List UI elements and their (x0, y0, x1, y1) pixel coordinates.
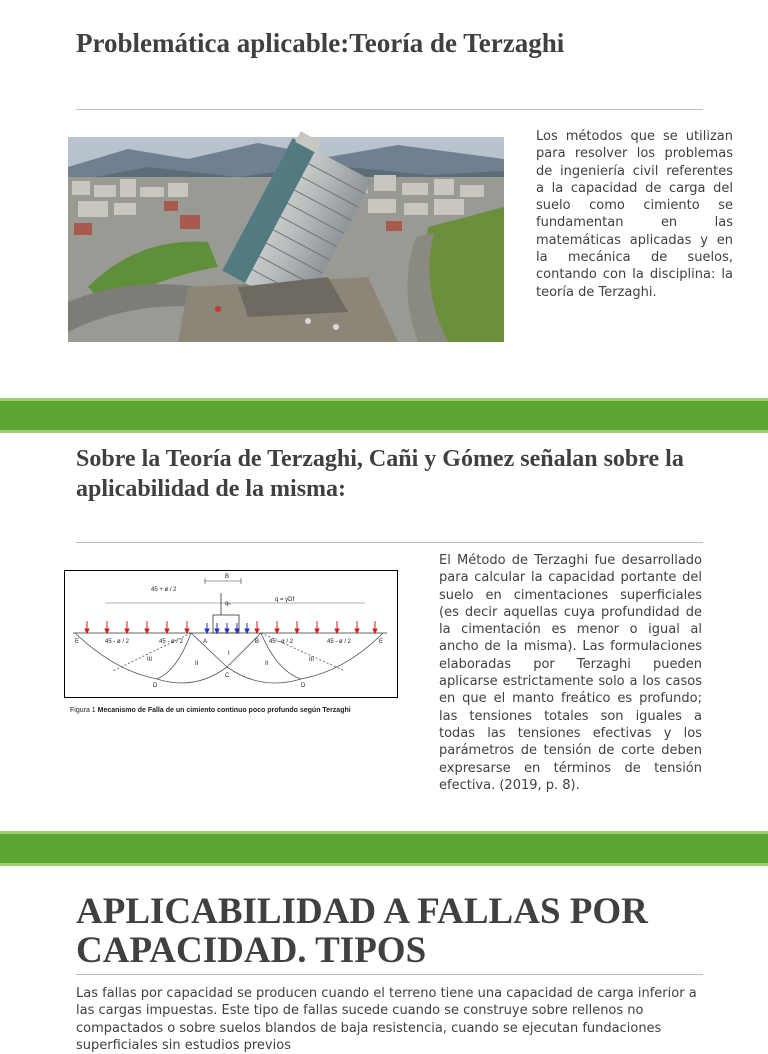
fig-label-d-right: D (301, 683, 306, 689)
fig-label-d-left: D (153, 683, 158, 689)
slide-3 (0, 866, 768, 1053)
figure-caption-text: Mecanismo de Falla de un cimiento continuo poco profundo según Terzaghi (97, 707, 351, 714)
title-divider (76, 542, 703, 543)
title-divider (76, 974, 703, 975)
figure-caption-label: Figura 1 (70, 707, 96, 714)
fig-label-angle-mid-left: 45 - ø / 2 (159, 639, 184, 645)
figure-caption (70, 707, 351, 714)
section-divider-band (0, 831, 768, 866)
fig-label-load: qₕ (225, 601, 231, 607)
fig-label-a: A (203, 639, 208, 645)
slide-1 (0, 0, 768, 398)
fig-label-c: C (225, 673, 230, 679)
slide-2-title: Sobre la Teoría de Terzaghi, Cañi y Gómez señalan sobre la aplicabilidad de la misma: (76, 446, 684, 502)
fig-label-zone-ii-left: II (195, 661, 199, 667)
fig-label-angle-mid-right: 45 - ø / 2 (269, 639, 294, 645)
slide-1-title: Problemática aplicable:Teoría de Terzaghi (76, 28, 565, 58)
fig-label-zone-iii-right: III (309, 657, 315, 663)
fig-label-zone-i: I (228, 651, 230, 657)
fig-label-e-left: E (75, 639, 80, 645)
fig-label-b: B (255, 639, 260, 645)
slide-1-paragraph: Los métodos que se utilizan para resolver los problemas de ingeniería civil referentes a la capacidad de carga del suelo como cimiento se fundamentan en las matemáticas aplicadas y en la mecánica de suelos, contando con la disciplina: la teoría de Terzaghi. (536, 129, 733, 300)
slide-3-title: APLICABILIDAD A FALLAS POR CAPACIDAD. TIPOS (76, 891, 648, 971)
fig-label-angle-top: 45 + ø / 2 (151, 587, 177, 593)
fig-label-angle-left: 45 - ø / 2 (105, 639, 130, 645)
section-divider-band (0, 398, 768, 433)
terzaghi-failure-figure (64, 570, 398, 698)
title-divider (76, 109, 703, 110)
fig-label-zone-iii-left: III (147, 657, 153, 663)
collapsed-building-photo (68, 137, 504, 342)
slide-2-paragraph: El Método de Terzaghi fue desarrollado para calcular la capacidad portante del suelo en cimentaciones superficiales (es decir aquellas cuya profundidad de la cimentación es menor o igual al ancho de la misma). Las formulaciones elaboradas por Terzaghi pueden aplicarse estrictamente solo a los casos en que el manto freático es profundo; las tensiones totales son iguales a todas las tensiones efectivas y los parámetros de tensión de corte deben expresarse en términos de tensión efectiva. (2019, p. 8). (439, 553, 702, 793)
slide-3-paragraph: Las fallas por capacidad se producen cuando el terreno tiene una capacidad de carga inferior a las cargas impuestas. Este tipo de fallas sucede cuando se construye sobre rellenos no compactados o sobre suelos blandos de baja resistencia, cuando se ejecutan fundaciones superficiales sin estudios previos (76, 986, 697, 1053)
fig-label-surcharge: q = γDf (275, 597, 295, 603)
fig-label-angle-right: 45 - ø / 2 (327, 639, 352, 645)
fig-label-width: B (225, 574, 230, 580)
fig-label-e-right: E (379, 639, 384, 645)
fig-label-zone-ii-right: II (265, 661, 269, 667)
slide-2 (0, 433, 768, 831)
